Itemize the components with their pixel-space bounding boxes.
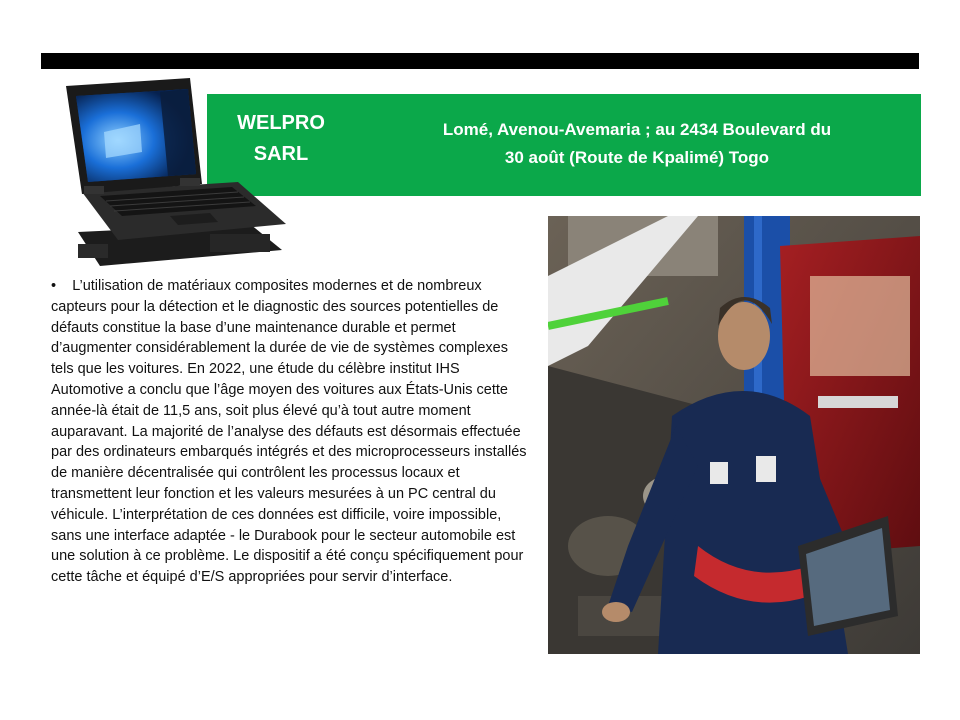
company-name-line1: WELPRO bbox=[237, 112, 325, 134]
top-black-bar bbox=[41, 53, 919, 69]
address-line1: Lomé, Avenou-Avemaria ; au 2434 Boulevard du bbox=[442, 120, 832, 139]
body-paragraph: L’utilisation de matériaux composites modernes et de nombreux capteurs pour la détection et le diagnostic des sources potentielles de défauts constitue la base d’une maintenance durable et permet d’augmenter considérablement la durée de vie de systèmes complexes tels que les voitures. En 2022, une étude du célèbre institut IHS Automotive a conclu que l’âge moyen des voitures aux États-Unis cette année-là était de 11,5 ans, soit plus élevé qu’à tout autre moment auparavant. La majorité de l’analyse des défauts est désormais effectuée par des ordinateurs embarqués intégrés et des microprocesseurs installés de manière décentralisée qui contrôlent les processus locaux et transmettent leur fonction et les valeurs mesurées à un PC central du véhicule. L’interprétation de ces données est difficile, voire impossible, sans une interface adaptée - le Durabook pour le secteur automobile est une solution à ce problème. Le dispositif a été conçu spécifiquement pour cette tâche et équipé d’E/S appropriées pour servir d’interface. bbox=[51, 278, 527, 586]
company-name-line2: SARL bbox=[253, 143, 309, 165]
rugged-laptop-image bbox=[60, 74, 292, 270]
body-paragraph-block bbox=[51, 276, 533, 588]
company-address bbox=[387, 116, 887, 172]
bullet-marker: • bbox=[51, 278, 57, 294]
address-line2: 30 août (Route de Kpalimé) Togo bbox=[504, 148, 770, 167]
header-banner bbox=[207, 94, 921, 196]
mechanic-photo bbox=[548, 216, 920, 654]
